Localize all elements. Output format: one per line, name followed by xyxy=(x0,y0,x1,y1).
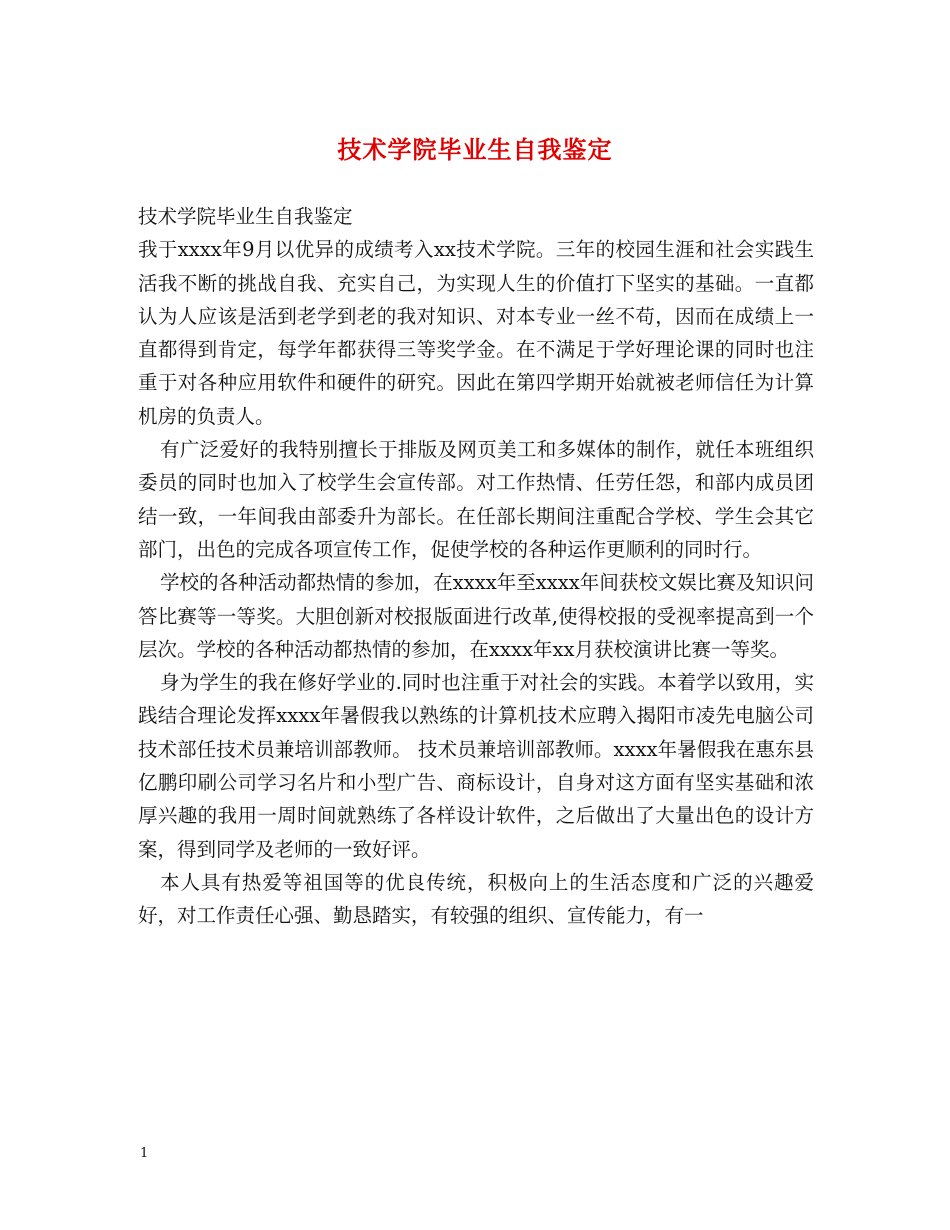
document-body xyxy=(138,200,814,933)
paragraph-4: 身为学生的我在修好学业的.同时也注重于对社会的实践。本着学以致用，实践结合理论发挥xxxx年暑假我以熟练的计算机技术应聘入揭阳市凌先电脑公司技术部任技术员兼培训部教师。 技术员兼培训部教师。xxxx年暑假我在惠东县亿鹏印刷公司学习名片和小型广告、商标设计，自身对这方面有坚实基础和浓厚兴趣的我用一周时间就熟练了各样设计软件，之后做出了大量出色的设计方案，得到同学及老师的一致好评。 xyxy=(138,671,814,861)
page-number: 1 xyxy=(140,1146,149,1161)
document-title: 技术学院毕业生自我鉴定 xyxy=(337,135,613,164)
body-heading-line: 技术学院毕业生自我鉴定 xyxy=(138,205,353,228)
paragraph-1: 我于xxxx年9月以优异的成绩考入xx技术学院。三年的校园生涯和社会实践生活我不断的挑战自我、充实自己，为实现人生的价值打下坚实的基础。一直都认为人应该是活到老学到老的我对知识、对本专业一丝不苟，因而在成绩上一直都得到肯定，每学年都获得三等奖学金。在不满足于学好理论课的同时也注重于对各种应用软件和硬件的研究。因此在第四学期开始就被老师信任为计算机房的负责人。 xyxy=(138,238,814,428)
paragraph-2: 有广泛爱好的我特别擅长于排版及网页美工和多媒体的制作，就任本班组织委员的同时也加入了校学生会宣传部。对工作热情、任劳任怨，和部内成员团结一致，一年间我由部委升为部长。在任部长期间注重配合学校、学生会其它部门，出色的完成各项宣传工作，促使学校的各种运作更顺利的同时行。 xyxy=(138,438,814,561)
paragraph-5: 本人具有热爱等祖国等的优良传统，积极向上的生活态度和广泛的兴趣爱好，对工作责任心强、勤恳踏实，有较强的组织、宣传能力，有一 xyxy=(138,870,814,928)
paragraph-3: 学校的各种活动都热情的参加，在xxxx年至xxxx年间获校文娱比赛及知识问答比赛等一等奖。大胆创新对校报版面进行改革,使得校报的受视率提高到一个层次。学校的各种活动都热情的参加，在xxxx年xx月获校演讲比赛一等奖。 xyxy=(138,571,814,661)
